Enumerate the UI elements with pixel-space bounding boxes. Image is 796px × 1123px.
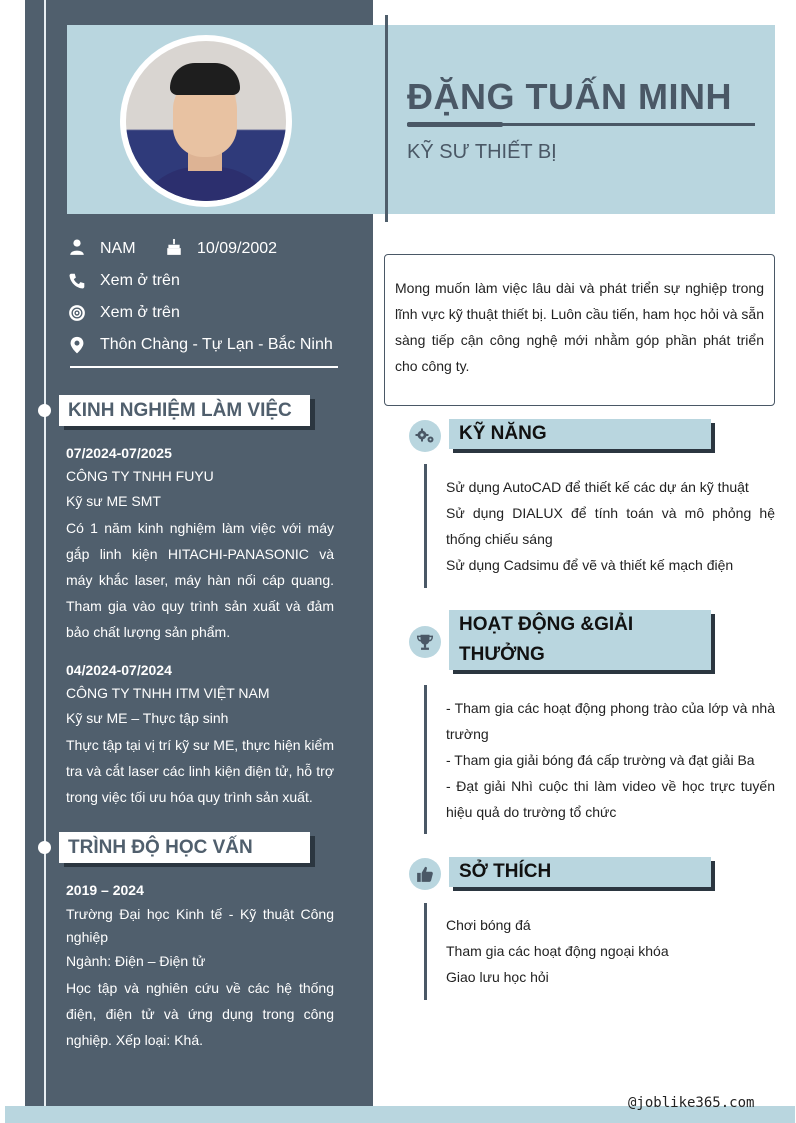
education-description: Học tập và nghiên cứu về các hệ thống điện, điện tử và ứng dụng trong công nghiệp. Xếp loại: Khá.: [66, 980, 334, 1048]
education-major: Ngành: Điện – Điện tử: [66, 953, 206, 969]
phone-value: Xem ở trên: [100, 272, 180, 289]
hobby-item: Tham gia các hoạt động ngoại khóa: [446, 943, 669, 959]
watermark: @joblike365.com: [628, 1095, 755, 1111]
hobby-item: Giao lưu học hỏi: [446, 969, 549, 985]
activity-item: - Tham gia các hoạt động phong trào của lớp và nhà trường: [446, 700, 775, 742]
birthday-value: 10/09/2002: [197, 240, 278, 257]
skills-heading: KỸ NĂNG: [449, 419, 711, 449]
experience-period: 04/2024-07/2024: [66, 662, 172, 678]
activities-heading-line: HOẠT ĐỘNG &GIẢI: [459, 614, 634, 635]
address-value: Thôn Chàng - Tự Lạn - Bắc Ninh: [100, 336, 333, 353]
experience-company: CÔNG TY TNHH FUYU: [66, 468, 214, 484]
experience-company: CÔNG TY TNHH ITM VIỆT NAM: [66, 685, 270, 701]
activity-item: - Tham gia giải bóng đá cấp trường và đạt giải Ba: [446, 752, 755, 768]
cake-icon: [165, 238, 183, 256]
header-divider: [385, 15, 388, 222]
job-title: KỸ SƯ THIẾT BỊ: [407, 141, 557, 163]
avatar-photo: [126, 41, 286, 201]
gears-icon: [409, 420, 441, 452]
candidate-name: ĐẶNG TUẤN MINH: [407, 76, 732, 117]
activities-vertical-line: [424, 685, 427, 834]
phone-icon: [68, 272, 86, 290]
avatar: [120, 35, 292, 207]
map-pin-icon: [68, 336, 86, 354]
person-icon: [68, 238, 86, 256]
skills-vertical-line: [424, 464, 427, 588]
experience-description: Có 1 năm kinh nghiệm làm việc với máy gắp linh kiện HITACHI-PANASONIC và máy khắc laser, máy hàn nối cáp quang. Tham gia vào quy trình sản xuất và đảm bảo chất lượng sản phẩm.: [66, 520, 334, 640]
experience-period: 07/2024-07/2025: [66, 445, 172, 461]
timeline-line: [44, 0, 46, 1123]
activities-heading-line: THƯỞNG: [459, 644, 545, 665]
activity-item: - Đạt giải Nhì cuộc thi làm video về học trực tuyến hiệu quả do trường tổ chức: [446, 778, 775, 820]
at-sign-icon: [68, 304, 86, 322]
experience-position: Kỹ sư ME – Thực tập sinh: [66, 710, 229, 726]
gender-value: NAM: [100, 240, 136, 257]
skill-item: Sử dụng DIALUX để tính toán và mô phỏng hệ thống chiếu sáng: [446, 505, 775, 547]
education-heading: TRÌNH ĐỘ HỌC VẤN: [59, 832, 310, 863]
skill-item: Sử dụng AutoCAD để thiết kế các dự án kỹ thuật: [446, 479, 749, 495]
thumbs-up-icon: [409, 858, 441, 890]
contact-divider: [70, 366, 338, 368]
name-underline-accent: [407, 122, 503, 127]
career-objective: Mong muốn làm việc lâu dài và phát triển sự nghiệp trong lĩnh vực kỹ thuật thiết bị. Luôn cầu tiến, ham học hỏi và sẵn sàng tiếp cận công nghệ mới nhằm góp phần phát triển cho công ty.: [384, 254, 775, 406]
experience-heading: KINH NGHIỆM LÀM VIỆC: [59, 395, 310, 426]
education-period: 2019 – 2024: [66, 882, 144, 898]
timeline-dot: [38, 404, 51, 417]
education-school: Trường Đại học Kinh tế - Kỹ thuật Công nghiệp: [66, 906, 334, 945]
hobbies-vertical-line: [424, 903, 427, 1000]
email-value: Xem ở trên: [100, 304, 180, 321]
hobbies-heading: SỞ THÍCH: [449, 857, 711, 887]
experience-position: Kỹ sư ME SMT: [66, 493, 161, 509]
experience-description: Thực tập tại vị trí kỹ sư ME, thực hiện kiểm tra và cắt laser các linh kiện điện tử, hỗ trợ trong việc tối ưu hóa quy trình sản xuất.: [66, 737, 334, 805]
skill-item: Sử dụng Cadsimu để vẽ và thiết kế mạch điện: [446, 557, 734, 573]
activities-heading: [449, 610, 711, 670]
timeline-dot: [38, 841, 51, 854]
trophy-icon: [409, 626, 441, 658]
hobby-item: Chơi bóng đá: [446, 917, 531, 933]
